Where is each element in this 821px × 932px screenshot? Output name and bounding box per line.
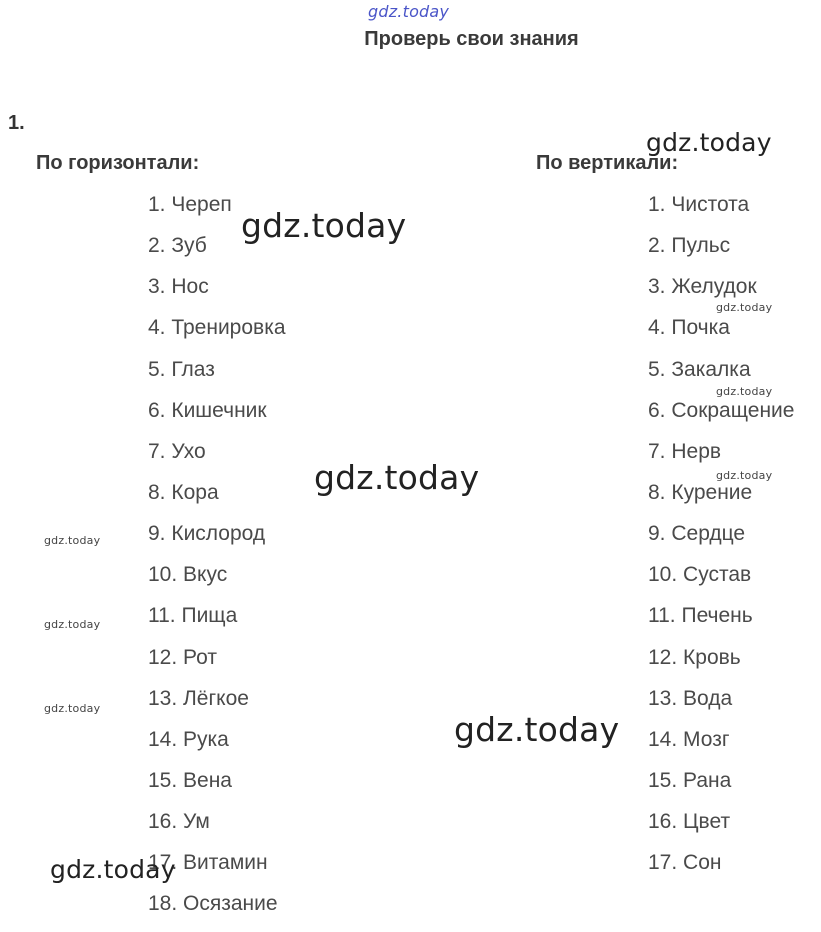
watermark: gdz.today xyxy=(716,301,773,314)
watermark: gdz.today xyxy=(44,534,101,547)
vertical-heading: По вертикали: xyxy=(536,152,679,174)
watermark: gdz.today xyxy=(44,618,101,631)
watermark: gdz.today xyxy=(716,385,773,398)
vertical-answer: 11. Печень xyxy=(648,604,753,628)
horizontal-answer: 10. Вкус xyxy=(148,563,228,587)
vertical-answer: 17. Сон xyxy=(648,851,722,875)
vertical-answer: 14. Мозг xyxy=(648,727,730,751)
horizontal-answer: 7. Ухо xyxy=(148,439,206,463)
horizontal-answer: 8. Кора xyxy=(148,480,219,504)
horizontal-answer: 2. Зуб xyxy=(148,234,207,258)
horizontal-answer-list xyxy=(148,191,286,932)
vertical-answer: 2. Пульс xyxy=(648,234,731,258)
watermark: gdz.today xyxy=(314,458,480,497)
horizontal-answer: 11. Пища xyxy=(148,604,238,628)
task-number: 1. xyxy=(8,112,25,134)
horizontal-answer: 18. Осязание xyxy=(148,892,278,916)
vertical-answer: 4. Почка xyxy=(648,316,730,340)
vertical-answer: 8. Курение xyxy=(648,480,753,504)
vertical-answer: 3. Желудок xyxy=(648,275,757,299)
horizontal-answer: 9. Кислород xyxy=(148,522,266,546)
vertical-answer: 1. Чистота xyxy=(648,193,750,216)
vertical-answer: 7. Нерв xyxy=(648,439,722,463)
vertical-answer: 13. Вода xyxy=(648,686,733,710)
horizontal-heading: По горизонтали: xyxy=(36,152,200,174)
vertical-answer: 12. Кровь xyxy=(648,645,741,669)
horizontal-answer: 17. Витамин xyxy=(148,851,268,875)
watermark: gdz.today xyxy=(646,128,772,157)
horizontal-answer: 1. Череп xyxy=(148,193,232,216)
horizontal-answer: 15. Вена xyxy=(148,768,232,792)
horizontal-answer: 6. Кишечник xyxy=(148,398,267,422)
vertical-answer: 16. Цвет xyxy=(648,810,731,834)
watermark: gdz.today xyxy=(44,702,101,715)
vertical-answer: 15. Рана xyxy=(648,768,732,792)
horizontal-answer: 4. Тренировка xyxy=(148,316,286,340)
page-title: Проверь свои знания xyxy=(364,28,579,50)
horizontal-answer: 3. Нос xyxy=(148,275,209,299)
watermark: gdz.today xyxy=(241,206,407,245)
horizontal-answer: 5. Глаз xyxy=(148,357,215,381)
vertical-answer: 6. Сокращение xyxy=(648,398,795,422)
watermark: gdz.today xyxy=(716,469,773,482)
vertical-answer: 10. Сустав xyxy=(648,563,752,587)
horizontal-answer: 12. Рот xyxy=(148,645,217,669)
watermark: gdz.today xyxy=(50,855,176,884)
vertical-answer-list xyxy=(648,191,794,890)
watermark-logo: gdz.today xyxy=(368,2,450,21)
horizontal-answer: 14. Рука xyxy=(148,727,229,751)
watermark: gdz.today xyxy=(454,710,620,749)
vertical-answer: 5. Закалка xyxy=(648,357,751,381)
horizontal-answer: 13. Лёгкое xyxy=(148,686,249,710)
horizontal-answer: 16. Ум xyxy=(148,810,210,834)
vertical-answer: 9. Сердце xyxy=(648,522,746,546)
